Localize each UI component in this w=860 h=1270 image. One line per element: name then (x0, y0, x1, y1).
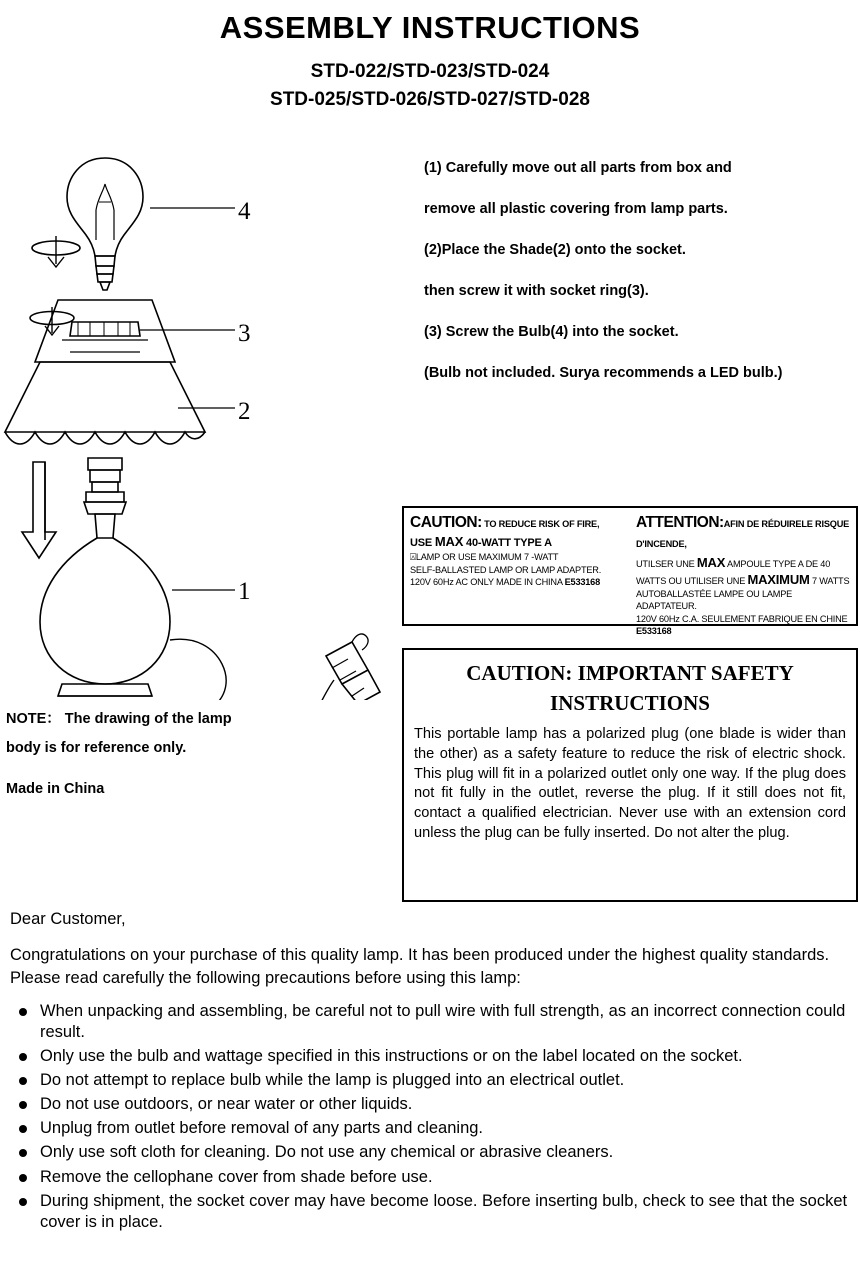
step-line-4: then screw it with socket ring(3). (424, 283, 649, 300)
list-item: During shipment, the socket cover may have become loose. Before inserting bulb, check to see that the socket cover is in place. (10, 1191, 850, 1233)
customer-letter (10, 908, 850, 1236)
caution-fr-maximum: MAXIMUM (747, 572, 810, 588)
model-line-1: STD-022/STD-023/STD-024 (310, 60, 550, 82)
model-line-2: STD-025/STD-026/STD-027/STD-028 (270, 89, 590, 111)
letter-greeting: Dear Customer, (10, 910, 126, 928)
caution-en-heading-row (410, 513, 625, 533)
caution-en-max: MAX (434, 534, 464, 550)
list-item: When unpacking and assembling, be careful not to pull wire with full strength, as an incorrect connection could result. (10, 1001, 850, 1043)
caution-label-french (630, 508, 856, 636)
assembly-steps (424, 158, 844, 384)
caution-fr-code: E533168 (636, 625, 672, 636)
list-item: Unplug from outlet before removal of any parts and cleaning. (10, 1118, 850, 1139)
caution-fr-line-2: UTILSER UNE MAX AMPOULE TYPE A DE 40 (636, 554, 831, 570)
page-header (0, 10, 860, 115)
safety-title-line-1: CAUTION: IMPORTANT SAFETY (466, 661, 794, 685)
note-line-2: body is for reference only. (6, 740, 187, 756)
step-line-2: remove all plastic covering from lamp parts. (424, 201, 728, 218)
safety-instructions-box (402, 648, 858, 902)
list-item: Only use soft cloth for cleaning. Do not use any chemical or abrasive cleaners. (10, 1142, 850, 1163)
caution-fr-line-3: WATTS OU UTILISER UNE MAXIMUM 7 WATTS (636, 572, 850, 588)
caution-en-use: USE (410, 537, 435, 550)
list-item: Do not attempt to replace bulb while the lamp is plugged into an electrical outlet. (10, 1070, 850, 1091)
step-line-5: (3) Screw the Bulb(4) into the socket. (424, 324, 679, 341)
caution-en-line-5: 120V 60Hz AC ONLY MADE IN CHINA E533168 (410, 577, 600, 588)
list-item: Do not use outdoors, or near water or other liquids. (10, 1094, 850, 1115)
caution-fr-max: MAX (696, 554, 726, 570)
safety-title (414, 658, 846, 719)
caution-en-line-4: SELF-BALLASTED LAMP OR LAMP ADAPTER. (410, 565, 602, 576)
page-title: ASSEMBLY INSTRUCTIONS (219, 10, 641, 45)
model-numbers (0, 58, 860, 115)
caution-en-heading: CAUTION: (410, 514, 482, 531)
caution-fr-line-5: 120V 60Hz C.A. SEULEMENT FABRIQUE EN CHINE E533168 (636, 613, 848, 636)
step-line-6: (Bulb not included. Surya recommends a LED bulb.) (424, 365, 783, 382)
caution-fr-heading-rest: AFIN DE RÉDUIRELE RISQUE D'INCENDE, (636, 519, 850, 550)
caution-en-wattage: 40-WATT TYPE A (463, 537, 552, 550)
caution-en-line-2 (410, 533, 625, 551)
bulb-icon: ⍓ (410, 551, 416, 563)
caution-label-english (404, 508, 630, 624)
made-in-china: Made in China (6, 781, 105, 797)
caution-en-code: E533168 (564, 577, 600, 588)
reference-note (6, 705, 336, 804)
callout-1: 1 (238, 578, 251, 605)
list-item: Remove the cellophane cover from shade before use. (10, 1167, 850, 1188)
note-line-1: NOTE： The drawing of the lamp (6, 711, 232, 727)
caution-wattage-label (402, 506, 858, 636)
lamp-diagram-svg (0, 140, 400, 700)
callout-3: 3 (238, 320, 251, 347)
lamp-assembly-diagram (0, 140, 400, 700)
list-item: Only use the bulb and wattage specified in this instructions or on the label located on the socket. (10, 1046, 850, 1067)
letter-intro: Congratulations on your purchase of this quality lamp. It has been produced under the highest quality standards. Please read carefully the following precautions before using this lamp: (10, 946, 830, 987)
precaution-list (10, 1001, 850, 1233)
safety-title-line-2: INSTRUCTIONS (550, 691, 710, 716)
callout-2: 2 (238, 398, 251, 425)
caution-fr-heading: ATTENTION: (636, 514, 724, 531)
caution-fr-line-4: AUTOBALLASTÉE LAMPE OU LAMPE ADAPTATEUR. (636, 589, 793, 612)
step-line-3: (2)Place the Shade(2) onto the socket. (424, 242, 686, 259)
safety-body: This portable lamp has a polarized plug (one blade is wider than the other) as a safety feature to reduce the risk of electric shock. This plug will fit in a polarized outlet only one way. If the plug does not fit fully in the outlet, reverse the plug. If it still does not fit, contact a qualified electrician. Never use with an extension cord unless the plug can be fully inserted. Do not alter the plug. (414, 725, 846, 842)
caution-en-line-3: ⍓LAMP OR USE MAXIMUM 7 -WATT (410, 551, 559, 563)
caution-fr-heading-row (636, 513, 851, 554)
callout-4: 4 (238, 198, 251, 225)
step-line-1: (1) Carefully move out all parts from box and (424, 160, 732, 176)
caution-en-heading-rest: TO REDUCE RISK OF FIRE, (481, 519, 600, 529)
